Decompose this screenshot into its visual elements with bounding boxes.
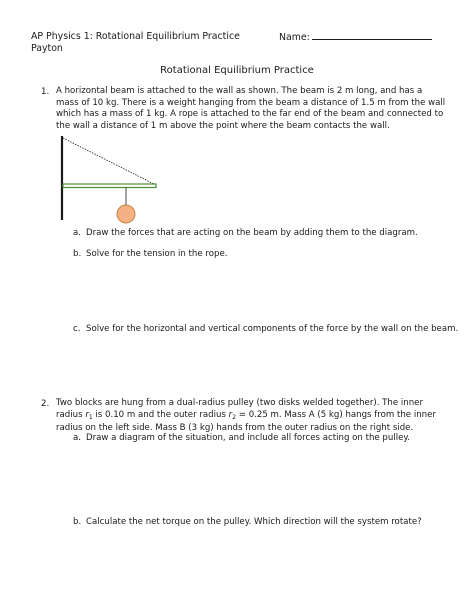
question-2b-text: Calculate the net torque on the pulley. Which direction will the system rotate? [86, 517, 422, 527]
question-2a-text: Draw a diagram of the situation, and include all forces acting on the pulley. [86, 433, 410, 443]
question-2-text-part3: = 0.25 m. Mass A (5 kg) hangs from the inner radius on the left side. Mass B (3 kg) hands from the outer radius on the right side. [56, 409, 436, 434]
hanging-weight [117, 205, 135, 223]
rope-line [63, 138, 156, 185]
r1-symbol: r [85, 409, 89, 420]
beam-diagram [56, 134, 166, 224]
question-2-text-part1: Two blocks are hung from a dual-radius pulley (two disks welded together). The inner radius [56, 398, 423, 420]
header-course: AP Physics 1: Rotational Equilibrium Practice [31, 31, 240, 42]
question-2a-label: a. [73, 433, 81, 443]
question-1b-text: Solve for the tension in the rope. [86, 249, 228, 259]
r1-subscript: 1 [88, 413, 93, 421]
header-name-field [279, 31, 432, 44]
question-2-number: 2. [41, 399, 50, 409]
question-1a-text: Draw the forces that are acting on the beam by adding them to the diagram. [86, 228, 418, 238]
question-1b-label: b. [73, 249, 82, 259]
question-1c-label: c. [73, 324, 81, 334]
question-1c-text: Solve for the horizontal and vertical components of the force by the wall on the beam. [86, 324, 459, 334]
question-1-text: A horizontal beam is attached to the wall as shown. The beam is 2 m long, and has a mass of 10 kg. There is a weight hanging from the beam a distance of 1.5 m from the wall which has a mass of 1 kg. A rope is attached to the far end of the beam and connected to the wall a distance of 1 m above the point where the beam contacts the wall. [56, 86, 446, 131]
r2-subscript: 2 [232, 413, 237, 421]
question-1-number: 1. [41, 87, 50, 97]
name-blank-line [312, 31, 432, 40]
question-2b-label: b. [73, 517, 82, 527]
page-title: Rotational Equilibrium Practice [160, 65, 314, 76]
r2-symbol: r [228, 409, 233, 420]
header-teacher: Payton [31, 43, 63, 54]
question-2-text-part2: is 0.10 m and the outer radius [92, 409, 229, 420]
question-2-text [56, 398, 446, 435]
question-1a-label: a. [73, 228, 81, 238]
name-label: Name: [279, 32, 310, 43]
beam [63, 184, 156, 188]
